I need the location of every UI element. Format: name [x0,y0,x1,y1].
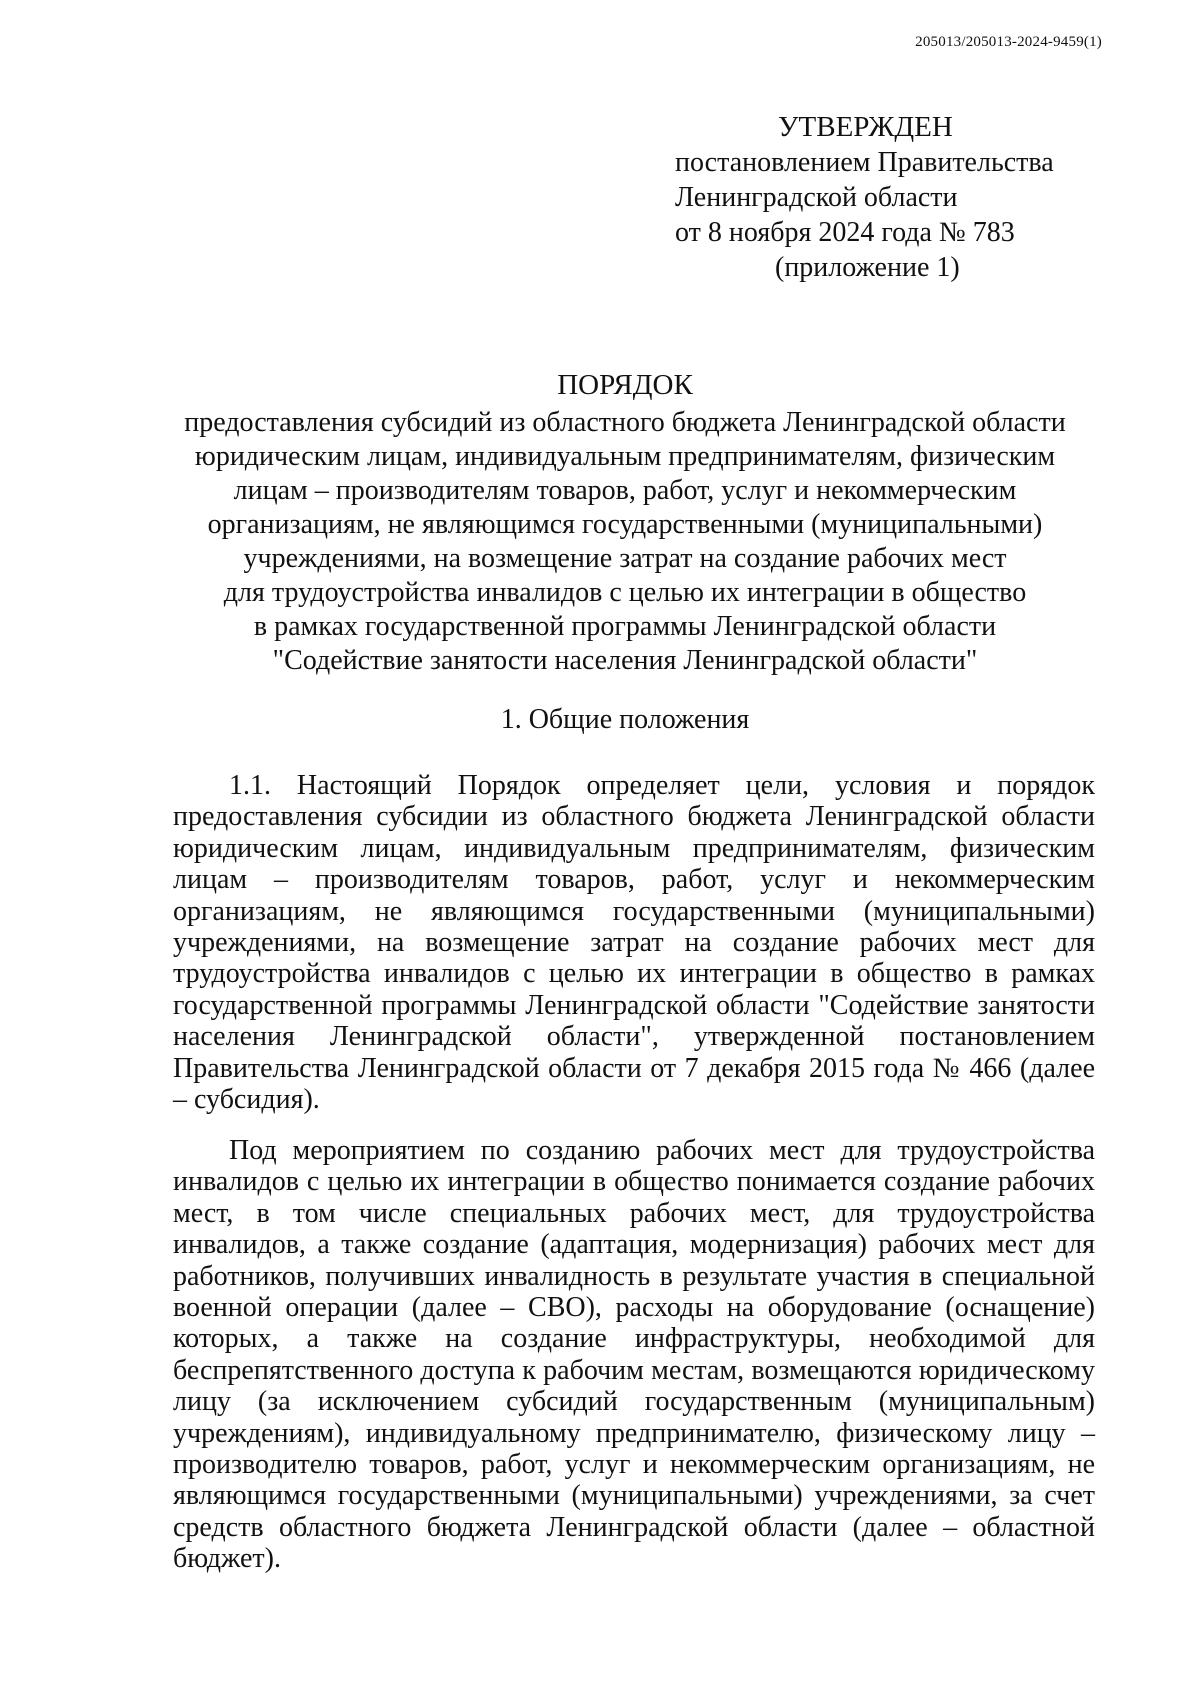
section-heading: 1. Общие положения [500,704,750,735]
title-line: юридическим лицам, индивидуальным предпринимателям, физическим [194,441,1056,472]
approval-annex: (приложение 1) [775,252,960,283]
title-line: "Содействие занятости населения Ленинградской области" [272,645,978,676]
approval-line: постановлением Правительства [675,147,1054,178]
title-line: организациям, не являющимся государственными (муниципальными) [207,509,1043,540]
paragraph-1-1: 1.1. Настоящий Порядок определяет цели, условия и порядок предоставления субсидии из областного бюджета Ленинградской области юридическим лицам, индивидуальным предпринимателям, физическим лицам – производителям товаров, работ, услуг и некоммерческим организациям, не являющимся государственными (муниципальными) учреждениями, на возмещение затрат на создание рабочих мест для трудоустройства инвалидов с целью их интеграции в общество в рамках государственной программы Ленинградской области "Содействие занятости населения Ленинградской области", утвержденной постановлением Правительства Ленинградской области от 7 декабря 2015 года № 466 (далее – субсидия). [173,770,1095,1116]
title-main: ПОРЯДОК [557,369,693,401]
title-line: в рамках государственной программы Ленинградской области [253,611,997,642]
document-title [170,368,1080,678]
title-line: учреждениями, на возмещение затрат на создание рабочих мест [243,543,1007,574]
approval-line: от 8 ноября 2024 года № 783 [675,217,1015,248]
document-id: 205013/205013-2024-9459(1) [915,34,1102,50]
title-line: для трудоустройства инвалидов с целью их интеграции в общество [223,577,1027,608]
approval-line: Ленинградской области [675,182,958,213]
paragraph-definition: Под мероприятием по созданию рабочих мест для трудоустройства инвалидов с целью их интеграции в общество понимается создание рабочих мест, в том числе специальных рабочих мест, для трудоустройства инвалидов, а также создание (адаптация, модернизация) рабочих мест для работников, получивших инвалидность в результате участия в специальной военной операции (далее – СВО), расходы на оборудование (оснащение) которых, а также на создание инфраструктуры, необходимой для беспрепятственного доступа к рабочим местам, возмещаются юридическому лицу (за исключением субсидий государственным (муниципальным) учреждениям), индивидуальному предпринимателю, физическому лицу – производителю товаров, работ, услуг и некоммерческим организациям, не являющимся государственными (муниципальными) учреждениями, за счет средств областного бюджета Ленинградской области (далее – областной бюджет). [173,1135,1095,1575]
approval-block [675,110,1054,285]
title-line: лицам – производителям товаров, работ, услуг и некоммерческим [233,475,1017,506]
title-line: предоставления субсидий из областного бюджета Ленинградской области [184,407,1066,438]
approval-heading: УТВЕРЖДЕН [778,111,953,143]
